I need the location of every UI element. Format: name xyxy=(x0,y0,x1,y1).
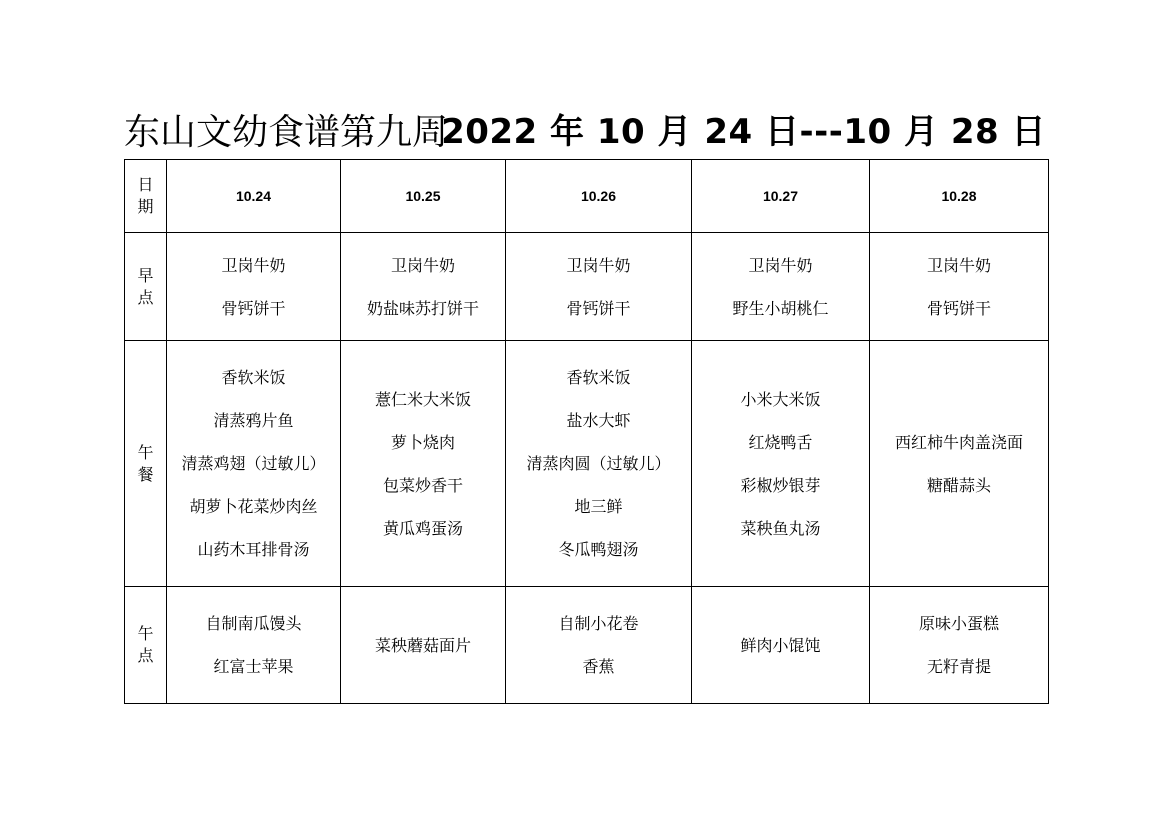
menu-item: 清蒸肉圆（过敏儿） xyxy=(526,454,671,473)
menu-item: 小米大米饭 xyxy=(740,389,821,409)
row-label-date: 日 期 xyxy=(125,160,167,233)
menu-item: 自制南瓜馒头 xyxy=(205,614,302,633)
lunch-row xyxy=(125,341,1049,587)
menu-item: 冬瓜鸭翅汤 xyxy=(558,540,639,559)
menu-item: 自制小花卷 xyxy=(558,614,639,633)
menu-item: 红富士苹果 xyxy=(213,657,294,676)
menu-item: 清蒸鸦片鱼 xyxy=(213,411,294,430)
menu-item: 萝卜烧肉 xyxy=(390,432,455,452)
menu-cell xyxy=(692,233,870,341)
menu-item: 骨钙饼干 xyxy=(221,298,286,318)
row-label-lunch: 午 餐 xyxy=(125,341,167,587)
menu-cell xyxy=(341,233,506,341)
menu-cell xyxy=(506,587,692,704)
menu-item: 卫岗牛奶 xyxy=(221,255,286,275)
menu-item: 清蒸鸡翅（过敏儿） xyxy=(181,454,326,473)
menu-cell xyxy=(692,341,870,587)
menu-item: 香软米饭 xyxy=(221,368,286,387)
menu-item: 薏仁米大米饭 xyxy=(374,389,471,409)
menu-item: 山药木耳排骨汤 xyxy=(197,540,310,559)
page-title xyxy=(124,100,1048,152)
date-cell: 10.24 xyxy=(167,160,341,233)
menu-item: 菜秧鱼丸汤 xyxy=(740,518,821,538)
date-cell: 10.26 xyxy=(506,160,692,233)
date-cell: 10.25 xyxy=(341,160,506,233)
row-label-breakfast: 早 点 xyxy=(125,233,167,341)
menu-cell xyxy=(870,587,1049,704)
menu-cell xyxy=(167,587,341,704)
menu-cell xyxy=(506,341,692,587)
menu-item: 西红柿牛肉盖浇面 xyxy=(894,432,1023,452)
snack-row xyxy=(125,587,1049,704)
menu-title: 东山文幼食谱第九周 xyxy=(124,112,449,153)
menu-item: 野生小胡桃仁 xyxy=(732,298,829,318)
menu-item: 骨钙饼干 xyxy=(926,298,991,318)
menu-cell xyxy=(870,233,1049,341)
menu-cell xyxy=(506,233,692,341)
menu-cell xyxy=(167,233,341,341)
menu-item: 鲜肉小馄饨 xyxy=(740,635,821,655)
menu-item: 盐水大虾 xyxy=(566,411,631,430)
menu-item: 卫岗牛奶 xyxy=(566,255,631,275)
menu-item: 菜秧蘑菇面片 xyxy=(374,635,471,655)
menu-item: 胡萝卜花菜炒肉丝 xyxy=(189,497,318,516)
menu-item: 卫岗牛奶 xyxy=(748,255,813,275)
menu-item: 糖醋蒜头 xyxy=(926,475,991,495)
menu-item: 包菜炒香干 xyxy=(382,475,463,495)
menu-cell xyxy=(167,341,341,587)
menu-item: 卫岗牛奶 xyxy=(390,255,455,275)
menu-cell xyxy=(341,587,506,704)
menu-item: 香软米饭 xyxy=(566,368,631,387)
menu-item: 原味小蛋糕 xyxy=(918,614,999,633)
date-cell: 10.27 xyxy=(692,160,870,233)
date-row xyxy=(125,160,1049,233)
menu-item: 奶盐味苏打饼干 xyxy=(366,298,479,318)
menu-item: 地三鲜 xyxy=(574,497,623,516)
menu-item: 香蕉 xyxy=(582,657,615,676)
menu-item: 红烧鸭舌 xyxy=(748,432,813,452)
weekly-menu-table xyxy=(124,159,1049,704)
menu-item: 彩椒炒银芽 xyxy=(740,475,821,495)
menu-cell xyxy=(692,587,870,704)
menu-item: 黄瓜鸡蛋汤 xyxy=(382,518,463,538)
menu-item: 无籽青提 xyxy=(926,657,991,676)
menu-item: 卫岗牛奶 xyxy=(926,255,991,275)
date-cell: 10.28 xyxy=(870,160,1049,233)
menu-cell xyxy=(341,341,506,587)
menu-item: 骨钙饼干 xyxy=(566,298,631,318)
row-label-snack: 午 点 xyxy=(125,587,167,704)
date-range: 2022 年 10 月 24 日---10 月 28 日 xyxy=(441,112,1046,152)
menu-cell xyxy=(870,341,1049,587)
breakfast-row xyxy=(125,233,1049,341)
